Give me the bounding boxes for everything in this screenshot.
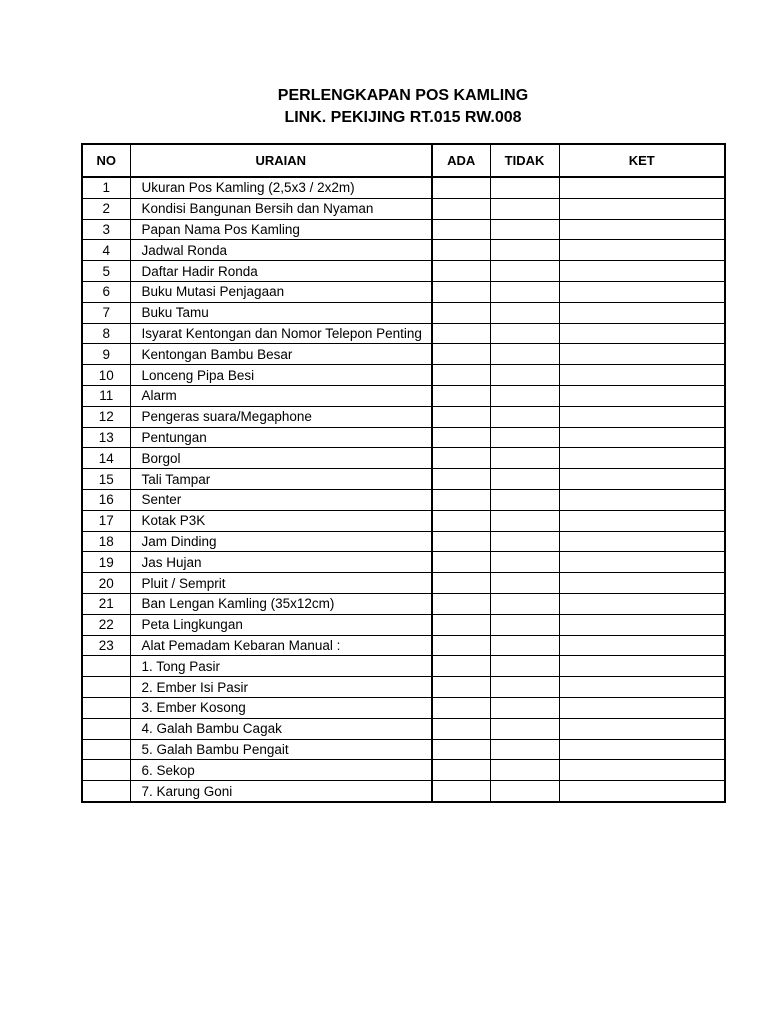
cell-tidak-checkbox[interactable]: [490, 344, 559, 365]
table-row: [82, 261, 725, 282]
cell-ada-checkbox[interactable]: [432, 656, 490, 677]
cell-ket-note[interactable]: [559, 489, 725, 510]
cell-ket-note[interactable]: [559, 697, 725, 718]
cell-uraian: 2. Ember Isi Pasir: [130, 677, 432, 698]
cell-no: 18: [82, 531, 130, 552]
document-subtitle: LINK. PEKIJING RT.015 RW.008: [284, 109, 522, 126]
cell-no: 17: [82, 510, 130, 531]
cell-ada-checkbox[interactable]: [432, 760, 490, 781]
cell-ada-checkbox[interactable]: [432, 573, 490, 594]
cell-ada-checkbox[interactable]: [432, 697, 490, 718]
cell-no: 5: [82, 261, 130, 282]
table-row: [82, 489, 725, 510]
cell-ket-note[interactable]: [559, 531, 725, 552]
table-row: [82, 344, 725, 365]
cell-no: 2: [82, 198, 130, 219]
cell-ada-checkbox[interactable]: [432, 489, 490, 510]
cell-tidak-checkbox[interactable]: [490, 281, 559, 302]
table-row: [82, 531, 725, 552]
cell-uraian: Daftar Hadir Ronda: [130, 261, 432, 282]
cell-tidak-checkbox[interactable]: [490, 531, 559, 552]
cell-ada-checkbox[interactable]: [432, 427, 490, 448]
cell-ket-note[interactable]: [559, 739, 725, 760]
cell-ket-note[interactable]: [559, 677, 725, 698]
cell-tidak-checkbox[interactable]: [490, 427, 559, 448]
cell-uraian: 1. Tong Pasir: [130, 656, 432, 677]
cell-ada-checkbox[interactable]: [432, 261, 490, 282]
cell-ket-note[interactable]: [559, 385, 725, 406]
cell-no: 4: [82, 240, 130, 261]
cell-tidak-checkbox[interactable]: [490, 760, 559, 781]
table-row: [82, 365, 725, 386]
cell-no: [82, 697, 130, 718]
cell-uraian: Alarm: [130, 385, 432, 406]
cell-tidak-checkbox[interactable]: [490, 198, 559, 219]
document-title: PERLENGKAPAN POS KAMLING: [277, 87, 529, 104]
cell-no: [82, 739, 130, 760]
table-row: [82, 697, 725, 718]
cell-uraian: Lonceng Pipa Besi: [130, 365, 432, 386]
table-row: [82, 593, 725, 614]
cell-no: 9: [82, 344, 130, 365]
cell-uraian: 3. Ember Kosong: [130, 697, 432, 718]
cell-no: 11: [82, 385, 130, 406]
cell-tidak-checkbox[interactable]: [490, 489, 559, 510]
table-row: [82, 448, 725, 469]
cell-no: 12: [82, 406, 130, 427]
cell-uraian: Pengeras suara/Megaphone: [130, 406, 432, 427]
cell-no: 6: [82, 281, 130, 302]
cell-tidak-checkbox[interactable]: [490, 593, 559, 614]
cell-uraian: 4. Galah Bambu Cagak: [130, 718, 432, 739]
cell-uraian: Buku Mutasi Penjagaan: [130, 281, 432, 302]
cell-uraian: Pentungan: [130, 427, 432, 448]
header-uraian: URAIAN: [130, 144, 432, 177]
table-body: [82, 177, 725, 802]
cell-tidak-checkbox[interactable]: [490, 614, 559, 635]
cell-ket-note[interactable]: [559, 448, 725, 469]
cell-tidak-checkbox[interactable]: [490, 261, 559, 282]
cell-ada-checkbox[interactable]: [432, 614, 490, 635]
cell-ada-checkbox[interactable]: [432, 739, 490, 760]
cell-no: 15: [82, 469, 130, 490]
table-row: [82, 177, 725, 198]
cell-ket-note[interactable]: [559, 718, 725, 739]
cell-tidak-checkbox[interactable]: [490, 406, 559, 427]
cell-tidak-checkbox[interactable]: [490, 219, 559, 240]
cell-tidak-checkbox[interactable]: [490, 302, 559, 323]
cell-ket-note[interactable]: [559, 177, 725, 198]
cell-ket-note[interactable]: [559, 261, 725, 282]
cell-no: 3: [82, 219, 130, 240]
cell-uraian: Peta Lingkungan: [130, 614, 432, 635]
cell-no: 22: [82, 614, 130, 635]
table-row: [82, 281, 725, 302]
cell-uraian: Jas Hujan: [130, 552, 432, 573]
table-row: [82, 656, 725, 677]
cell-tidak-checkbox[interactable]: [490, 365, 559, 386]
cell-uraian: Isyarat Kentongan dan Nomor Telepon Penting: [130, 323, 432, 344]
cell-no: [82, 781, 130, 802]
header-tidak: TIDAK: [490, 144, 559, 177]
cell-ket-note[interactable]: [559, 552, 725, 573]
cell-ket-note[interactable]: [559, 427, 725, 448]
cell-no: 16: [82, 489, 130, 510]
table-row: [82, 198, 725, 219]
cell-no: 1: [82, 177, 130, 198]
cell-ket-note[interactable]: [559, 281, 725, 302]
cell-uraian: Tali Tampar: [130, 469, 432, 490]
cell-uraian: Kotak P3K: [130, 510, 432, 531]
cell-ada-checkbox[interactable]: [432, 385, 490, 406]
cell-no: 21: [82, 593, 130, 614]
cell-ket-note[interactable]: [559, 406, 725, 427]
cell-ada-checkbox[interactable]: [432, 365, 490, 386]
cell-ket-note[interactable]: [559, 656, 725, 677]
cell-ada-checkbox[interactable]: [432, 281, 490, 302]
cell-ket-note[interactable]: [559, 198, 725, 219]
cell-no: [82, 656, 130, 677]
cell-ket-note[interactable]: [559, 781, 725, 802]
equipment-checklist-table: [81, 143, 726, 803]
cell-tidak-checkbox[interactable]: [490, 323, 559, 344]
table-row: [82, 573, 725, 594]
cell-uraian: Borgol: [130, 448, 432, 469]
cell-ket-note[interactable]: [559, 573, 725, 594]
cell-ket-note[interactable]: [559, 760, 725, 781]
cell-ada-checkbox[interactable]: [432, 718, 490, 739]
cell-tidak-checkbox[interactable]: [490, 656, 559, 677]
cell-ada-checkbox[interactable]: [432, 344, 490, 365]
cell-ada-checkbox[interactable]: [432, 635, 490, 656]
cell-tidak-checkbox[interactable]: [490, 448, 559, 469]
table-row: [82, 302, 725, 323]
header-ket: KET: [559, 144, 725, 177]
table-row: [82, 739, 725, 760]
cell-no: [82, 718, 130, 739]
cell-ket-note[interactable]: [559, 593, 725, 614]
table-row: [82, 552, 725, 573]
cell-tidak-checkbox[interactable]: [490, 385, 559, 406]
cell-no: 7: [82, 302, 130, 323]
table-row: [82, 760, 725, 781]
cell-uraian: Jam Dinding: [130, 531, 432, 552]
table-row: [82, 240, 725, 261]
cell-ada-checkbox[interactable]: [432, 510, 490, 531]
cell-ada-checkbox[interactable]: [432, 448, 490, 469]
cell-ada-checkbox[interactable]: [432, 219, 490, 240]
cell-no: 8: [82, 323, 130, 344]
cell-uraian: Pluit / Semprit: [130, 573, 432, 594]
cell-ada-checkbox[interactable]: [432, 302, 490, 323]
cell-no: 23: [82, 635, 130, 656]
cell-tidak-checkbox[interactable]: [490, 573, 559, 594]
cell-uraian: Senter: [130, 489, 432, 510]
header-no: NO: [82, 144, 130, 177]
table-row: [82, 469, 725, 490]
cell-no: 20: [82, 573, 130, 594]
cell-no: 13: [82, 427, 130, 448]
table-row: [82, 635, 725, 656]
cell-no: [82, 760, 130, 781]
cell-ket-note[interactable]: [559, 323, 725, 344]
cell-ket-note[interactable]: [559, 219, 725, 240]
table-row: [82, 427, 725, 448]
cell-uraian: 6. Sekop: [130, 760, 432, 781]
cell-tidak-checkbox[interactable]: [490, 469, 559, 490]
cell-no: 19: [82, 552, 130, 573]
cell-no: 14: [82, 448, 130, 469]
table-row: [82, 781, 725, 802]
cell-ket-note[interactable]: [559, 302, 725, 323]
table-row: [82, 677, 725, 698]
cell-ada-checkbox[interactable]: [432, 323, 490, 344]
cell-tidak-checkbox[interactable]: [490, 635, 559, 656]
cell-tidak-checkbox[interactable]: [490, 718, 559, 739]
table-row: [82, 219, 725, 240]
table-row: [82, 323, 725, 344]
header-ada: ADA: [432, 144, 490, 177]
cell-uraian: Kondisi Bangunan Bersih dan Nyaman: [130, 198, 432, 219]
cell-ket-note[interactable]: [559, 510, 725, 531]
cell-uraian: Alat Pemadam Kebaran Manual :: [130, 635, 432, 656]
cell-ket-note[interactable]: [559, 344, 725, 365]
cell-ket-note[interactable]: [559, 240, 725, 261]
cell-uraian: Ban Lengan Kamling (35x12cm): [130, 593, 432, 614]
cell-uraian: Papan Nama Pos Kamling: [130, 219, 432, 240]
cell-uraian: 7. Karung Goni: [130, 781, 432, 802]
cell-ada-checkbox[interactable]: [432, 198, 490, 219]
table-row: [82, 385, 725, 406]
cell-tidak-checkbox[interactable]: [490, 739, 559, 760]
cell-tidak-checkbox[interactable]: [490, 552, 559, 573]
table-row: [82, 406, 725, 427]
cell-tidak-checkbox[interactable]: [490, 240, 559, 261]
cell-uraian: 5. Galah Bambu Pengait: [130, 739, 432, 760]
cell-ada-checkbox[interactable]: [432, 406, 490, 427]
cell-tidak-checkbox[interactable]: [490, 781, 559, 802]
cell-uraian: Ukuran Pos Kamling (2,5x3 / 2x2m): [130, 177, 432, 198]
cell-ket-note[interactable]: [559, 635, 725, 656]
cell-ada-checkbox[interactable]: [432, 593, 490, 614]
cell-ada-checkbox[interactable]: [432, 552, 490, 573]
cell-uraian: Kentongan Bambu Besar: [130, 344, 432, 365]
cell-no: 10: [82, 365, 130, 386]
cell-tidak-checkbox[interactable]: [490, 177, 559, 198]
cell-ket-note[interactable]: [559, 469, 725, 490]
cell-ada-checkbox[interactable]: [432, 240, 490, 261]
table-row: [82, 718, 725, 739]
cell-tidak-checkbox[interactable]: [490, 510, 559, 531]
cell-ket-note[interactable]: [559, 365, 725, 386]
cell-uraian: Jadwal Ronda: [130, 240, 432, 261]
table-header-row: [82, 144, 725, 177]
cell-ada-checkbox[interactable]: [432, 531, 490, 552]
cell-ada-checkbox[interactable]: [432, 469, 490, 490]
cell-ket-note[interactable]: [559, 614, 725, 635]
table-row: [82, 614, 725, 635]
cell-ada-checkbox[interactable]: [432, 781, 490, 802]
cell-tidak-checkbox[interactable]: [490, 677, 559, 698]
cell-ada-checkbox[interactable]: [432, 677, 490, 698]
cell-uraian: Buku Tamu: [130, 302, 432, 323]
table-row: [82, 510, 725, 531]
cell-tidak-checkbox[interactable]: [490, 697, 559, 718]
cell-no: [82, 677, 130, 698]
cell-ada-checkbox[interactable]: [432, 177, 490, 198]
